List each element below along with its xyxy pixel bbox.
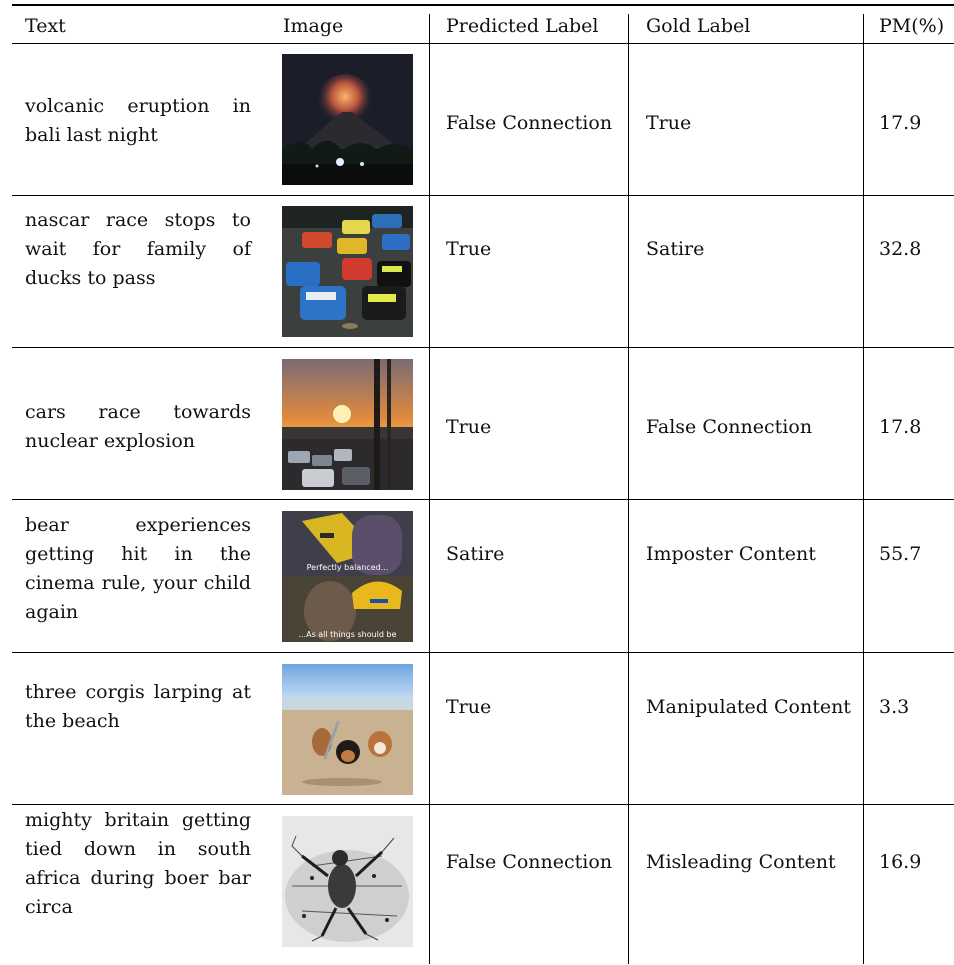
volcano-night-photo xyxy=(282,54,413,185)
row-5-pm: 3.3 xyxy=(879,696,910,718)
row-1-pm: 17.9 xyxy=(879,112,922,134)
row-4-predicted: Satire xyxy=(446,543,505,565)
col-divider-1 xyxy=(429,14,430,964)
row-1-text: volcanic eruption in bali last night xyxy=(25,95,251,146)
sunset-traffic-photo xyxy=(282,359,413,490)
row-5-text: three corgis larping at the beach xyxy=(25,681,251,732)
thanos-meme-photo xyxy=(282,511,413,642)
row-6-gold: Misleading Content xyxy=(646,851,836,873)
header-gold-label: Gold Label xyxy=(646,15,751,37)
meme-caption-top: Perfectly balanced... xyxy=(306,563,389,572)
row-2-text: nascar race stops to wait for family of ducks to pass xyxy=(25,209,251,289)
row-4-gold: Imposter Content xyxy=(646,543,816,565)
row-rule-4 xyxy=(12,652,954,653)
header-text: Text xyxy=(25,15,66,37)
meme-caption-bottom: ...As all things should be xyxy=(298,630,397,639)
row-1-gold: True xyxy=(646,112,692,134)
corgis-beach-photo xyxy=(282,664,413,795)
row-2-pm: 32.8 xyxy=(879,238,922,260)
row-2-predicted: True xyxy=(446,238,492,260)
row-1-predicted: False Connection xyxy=(446,112,613,134)
row-3-text: cars race towards nuclear explosion xyxy=(25,401,251,452)
row-rule-1 xyxy=(12,195,954,196)
row-4-text: bear experiences getting hit in the cinema rule, your child again xyxy=(25,514,251,623)
col-divider-2 xyxy=(628,14,629,964)
row-2-gold: Satire xyxy=(646,238,705,260)
row-5-predicted: True xyxy=(446,696,492,718)
row-4-pm: 55.7 xyxy=(879,543,922,565)
row-3-predicted: True xyxy=(446,416,492,438)
header-pm: PM(%) xyxy=(879,15,945,37)
boer-war-cartoon xyxy=(282,816,413,947)
row-3-pm: 17.8 xyxy=(879,416,922,438)
header-rule xyxy=(12,43,954,44)
row-6-text: mighty britain getting tied down in south africa during boer bar circa xyxy=(25,809,251,918)
row-rule-5 xyxy=(12,804,954,805)
col-divider-3 xyxy=(863,14,864,964)
row-3-gold: False Connection xyxy=(646,416,813,438)
row-6-pm: 16.9 xyxy=(879,851,922,873)
header-image: Image xyxy=(283,15,344,37)
row-rule-2 xyxy=(12,347,954,348)
row-6-predicted: False Connection xyxy=(446,851,613,873)
header-predicted-label: Predicted Label xyxy=(446,15,599,37)
nascar-cars-photo xyxy=(282,206,413,337)
row-5-gold: Manipulated Content xyxy=(646,696,851,718)
top-rule xyxy=(12,4,954,6)
row-rule-3 xyxy=(12,499,954,500)
